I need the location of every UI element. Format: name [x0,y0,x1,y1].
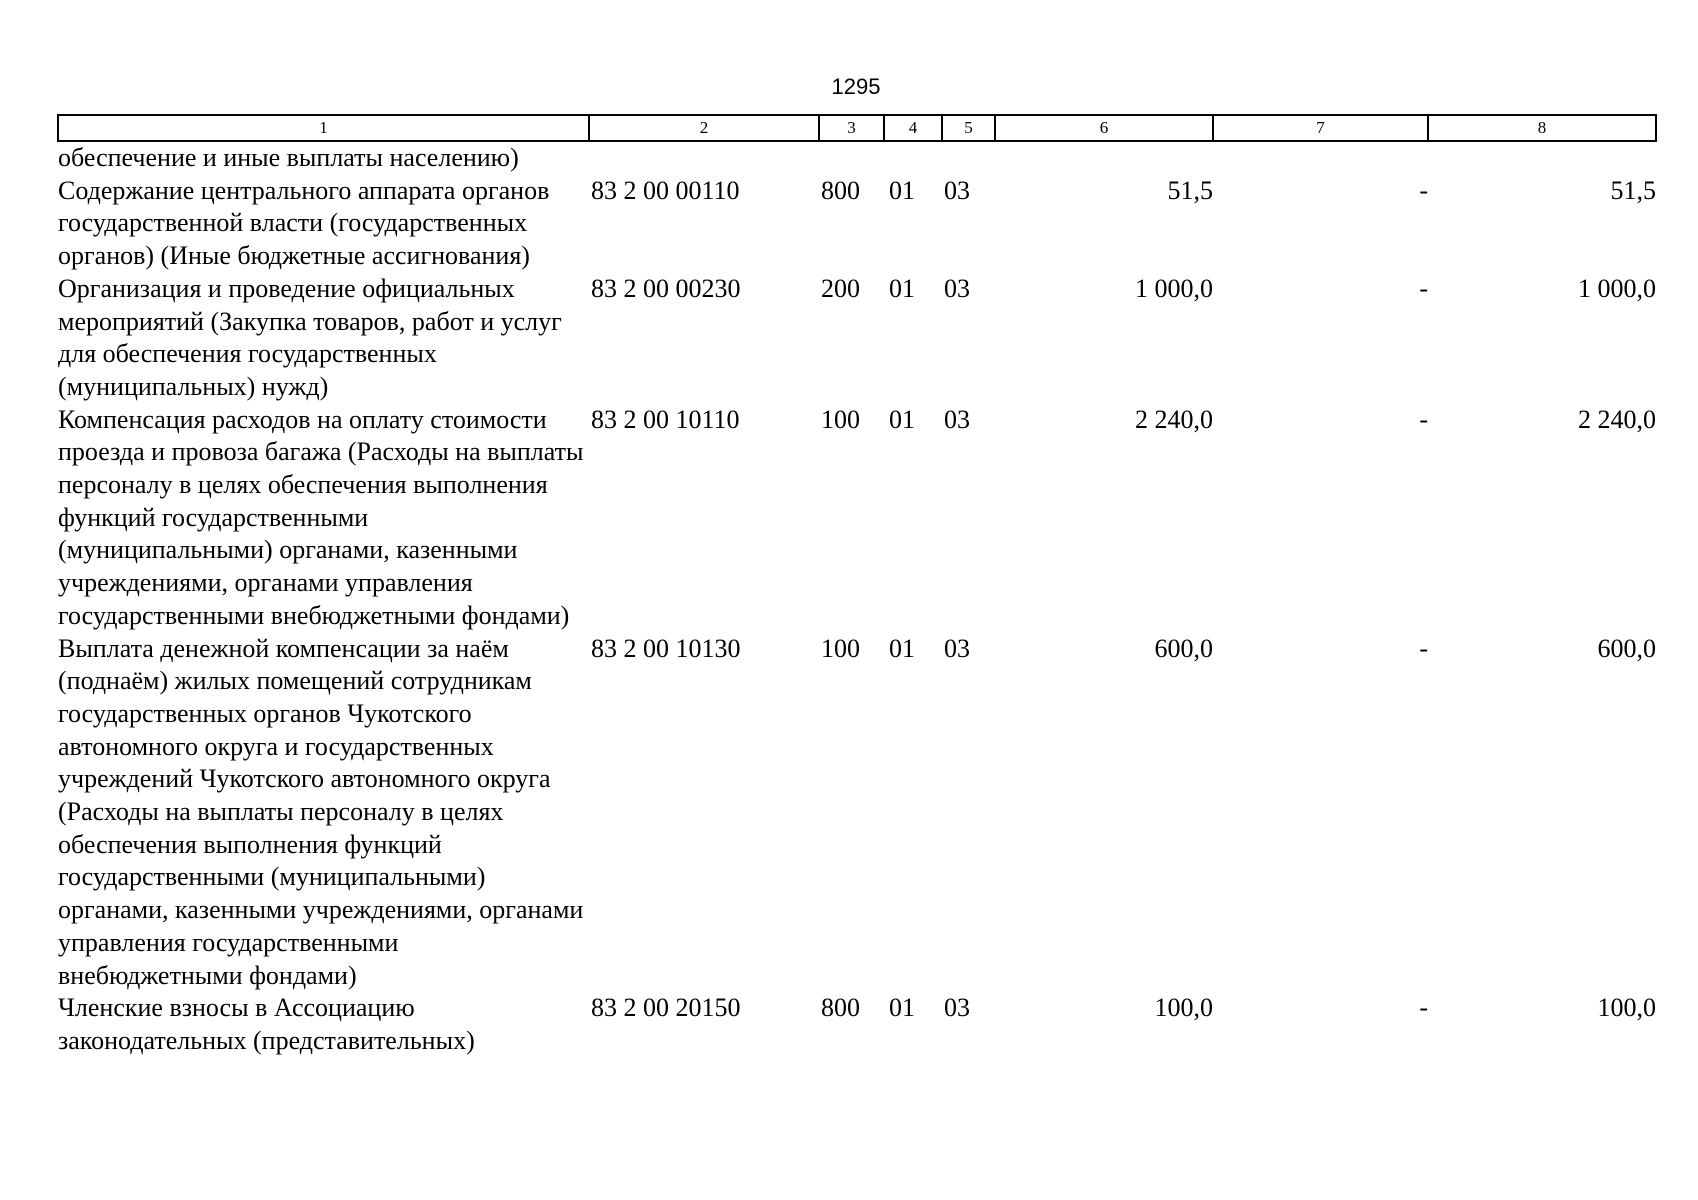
row-name: Членские взносы в Ассоциацию законодательных (представительных) [58,993,475,1055]
row-amount-3: 2 240,0 [1578,404,1656,434]
row-amount-3 [1428,141,1656,175]
row-name: Выплата денежной компенсации за наём (поднаём) жилых помещений сотрудникам государственных органов Чукотского автономного округа и государственных учреждений Чукотского автономного округа (Расходы на выплаты персоналу в целях обеспечения выполнения функций государственными (муниципальными) органами, казенными учреждениями, органами управления государственными внебюджетными фондами) [58,633,584,990]
row-name: Организация и проведение официальных мероприятий (Закупка товаров, работ и услуг для обеспечения государственных (муниципальных) нужд) [58,273,562,401]
page-number: 1295 [831,74,881,99]
table-row [58,141,1656,175]
row-target-code [589,141,819,175]
row-section: 01 [889,633,915,663]
row-amount-2: - [1419,993,1428,1023]
row-amount-3: 600,0 [1597,633,1656,663]
row-target-code: 83 2 00 10130 [591,633,741,663]
row-subsection: 03 [944,633,970,663]
row-target-code: 83 2 00 00230 [591,273,741,303]
column-header-8: 8 [1428,115,1656,141]
column-header-2: 2 [589,115,819,141]
row-expense-type: 800 [821,175,860,205]
row-subsection: 03 [944,993,970,1023]
row-expense-type: 100 [821,404,860,434]
row-section: 01 [889,993,915,1023]
column-header-3: 3 [819,115,884,141]
row-target-code: 83 2 00 20150 [591,993,741,1023]
row-amount-1: 51,5 [1167,175,1213,205]
row-target-code: 83 2 00 10110 [591,404,740,434]
row-subsection: 03 [944,175,970,205]
row-expense-type [819,141,884,175]
row-amount-1: 2 240,0 [1135,404,1213,434]
row-amount-3: 100,0 [1597,993,1656,1023]
row-amount-2: - [1419,404,1428,434]
row-name: обеспечение и иные выплаты населению) [58,143,519,172]
table-row [58,992,1656,1057]
row-name: Содержание центрального аппарата органов государственной власти (государственных органов) (Иные бюджетные ассигнования) [58,175,550,271]
table-row [58,175,1656,273]
row-section: 01 [889,175,915,205]
column-header-1: 1 [58,115,589,141]
row-section [884,141,942,175]
row-amount-1: 100,0 [1154,993,1213,1023]
row-amount-1 [995,141,1213,175]
row-amount-2 [1213,141,1428,175]
row-expense-type: 800 [821,993,860,1023]
row-subsection [942,141,995,175]
column-header-7: 7 [1213,115,1428,141]
row-expense-type: 100 [821,633,860,663]
table-row [58,273,1656,404]
column-header-6: 6 [995,115,1213,141]
row-section: 01 [889,404,915,434]
row-amount-2: - [1419,175,1428,205]
row-amount-1: 1 000,0 [1135,273,1213,303]
row-amount-2: - [1419,633,1428,663]
table-row [58,404,1656,633]
budget-table [57,114,1657,1058]
row-expense-type: 200 [821,273,860,303]
column-header-4: 4 [884,115,942,141]
row-amount-2: - [1419,273,1428,303]
row-amount-3: 51,5 [1610,175,1656,205]
row-section: 01 [889,273,915,303]
table-row [58,633,1656,993]
row-subsection: 03 [944,273,970,303]
column-header-5: 5 [942,115,995,141]
row-subsection: 03 [944,404,970,434]
row-target-code: 83 2 00 00110 [591,175,740,205]
row-amount-3: 1 000,0 [1578,273,1656,303]
row-name: Компенсация расходов на оплату стоимости проезда и провоза багажа (Расходы на выплаты персоналу в целях обеспечения выполнения функций государственными (муниципальными) органами, казенными учреждениями, органами управления государственными внебюджетными фондами) [58,404,584,630]
column-number-header [58,115,1656,141]
row-amount-1: 600,0 [1154,633,1213,663]
